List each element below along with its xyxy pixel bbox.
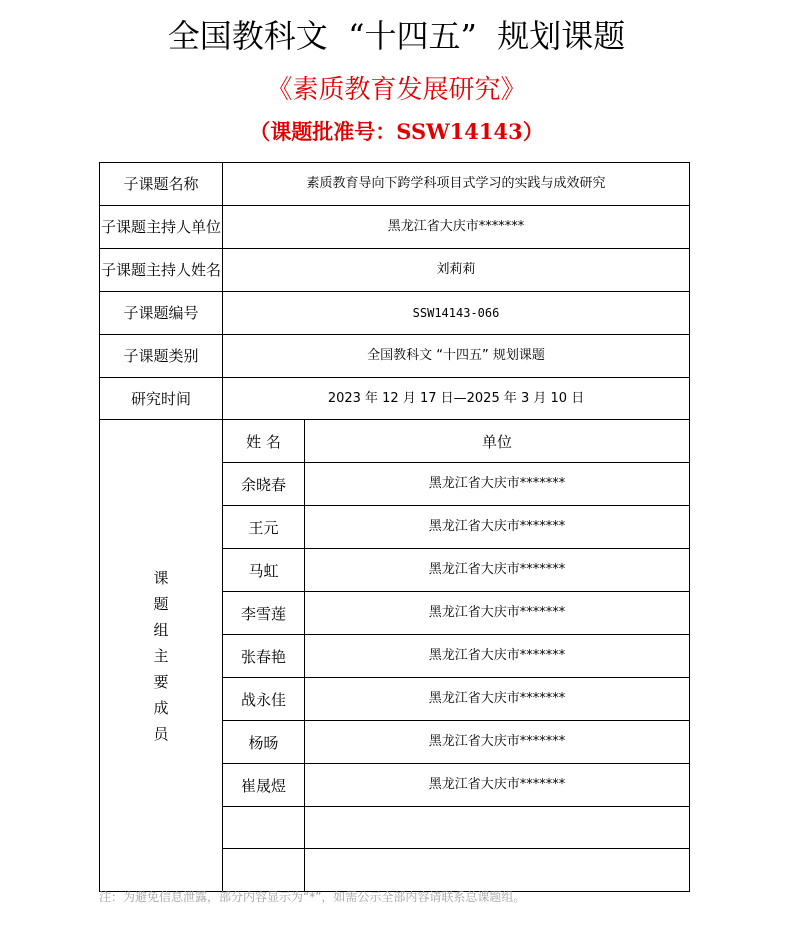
member-name: 张春艳 [223, 635, 305, 678]
project-name: 《素质教育发展研究》 [266, 75, 527, 105]
member-unit [305, 807, 690, 849]
member-name: 王元 [223, 506, 305, 549]
member-unit: 黑龙江省大庆市******* [305, 635, 690, 678]
member-name: 杨旸 [223, 721, 305, 764]
member-name: 马虹 [223, 549, 305, 592]
subproject-name-value: 素质教育导向下跨学科项目式学习的实践与成效研究 [223, 163, 690, 206]
members-header-row [100, 420, 690, 463]
host-name-label: 子课题主持人姓名 [100, 249, 223, 292]
row-subproject-name [100, 163, 690, 206]
period-label: 研究时间 [100, 378, 223, 420]
row-period [100, 378, 690, 420]
category-value: 全国教科文 “十四五” 规划课题 [223, 335, 690, 378]
member-unit: 黑龙江省大庆市******* [305, 506, 690, 549]
member-unit [305, 849, 690, 892]
member-name: 余晓春 [223, 463, 305, 506]
member-unit: 黑龙江省大庆市******* [305, 678, 690, 721]
member-unit: 黑龙江省大庆市******* [305, 592, 690, 635]
members-name-header: 姓 名 [223, 420, 305, 463]
row-number [100, 292, 690, 335]
members-section-text: 课题组主要成员 [153, 568, 169, 743]
period-value: 2023 年 12 月 17 日—2025 年 3 月 10 日 [223, 378, 690, 420]
member-unit: 黑龙江省大庆市******* [305, 463, 690, 506]
member-name: 崔晟煜 [223, 764, 305, 807]
members-unit-header: 单位 [305, 420, 690, 463]
number-value: SSW14143-066 [223, 292, 690, 335]
row-host-unit [100, 206, 690, 249]
host-unit-label: 子课题主持人单位 [100, 206, 223, 249]
row-host-name [100, 249, 690, 292]
member-name [223, 849, 305, 892]
members-section-label [100, 420, 223, 892]
member-name: 李雪莲 [223, 592, 305, 635]
category-label: 子课题类别 [100, 335, 223, 378]
host-unit-value: 黑龙江省大庆市******* [223, 206, 690, 249]
member-name: 战永佳 [223, 678, 305, 721]
row-category [100, 335, 690, 378]
approval-number: （课题批准号：SSW14143） [249, 119, 544, 144]
member-name [223, 807, 305, 849]
member-unit: 黑龙江省大庆市******* [305, 549, 690, 592]
subproject-info-table [99, 162, 690, 892]
host-name-value: 刘莉莉 [223, 249, 690, 292]
page-title: 全国教科文 “十四五” 规划课题 [167, 17, 626, 55]
member-unit: 黑龙江省大庆市******* [305, 764, 690, 807]
member-unit: 黑龙江省大庆市******* [305, 721, 690, 764]
number-label: 子课题编号 [100, 292, 223, 335]
subproject-name-label: 子课题名称 [100, 163, 223, 206]
footnote: 注：为避免信息泄露，部分内容显示为“*”，如需公示全部内容请联系总课题组。 [99, 890, 526, 904]
